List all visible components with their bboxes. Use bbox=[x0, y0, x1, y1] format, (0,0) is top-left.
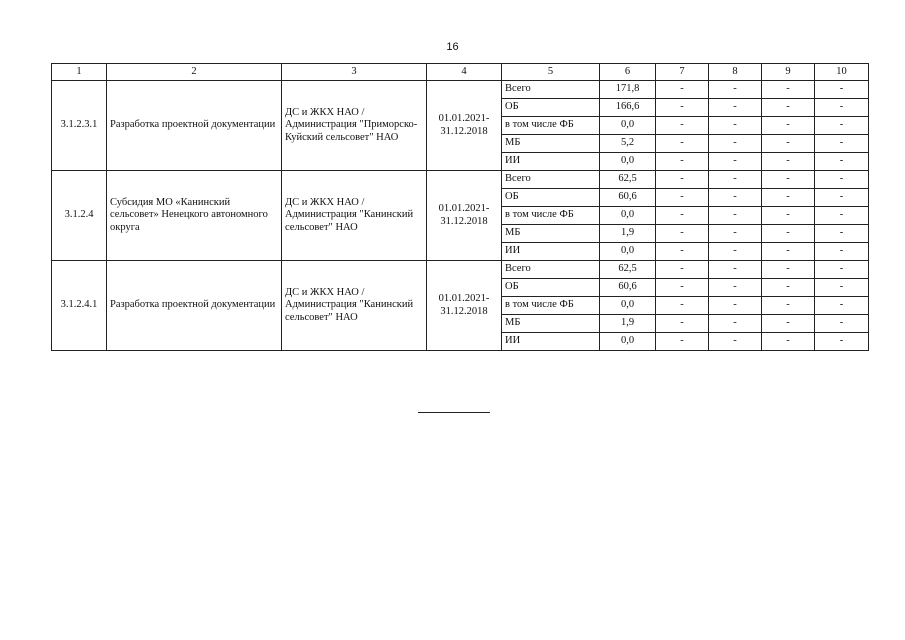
value-col-10: - bbox=[815, 297, 869, 315]
value-col-9: - bbox=[762, 171, 815, 189]
column-number: 10 bbox=[815, 64, 869, 81]
item-name: Разработка проектной документации bbox=[107, 261, 282, 351]
value-col-9: - bbox=[762, 243, 815, 261]
value-col-8: - bbox=[709, 297, 762, 315]
funding-source: ИИ bbox=[502, 333, 600, 351]
value-col-7: - bbox=[656, 333, 709, 351]
value-col-7: - bbox=[656, 189, 709, 207]
table-body bbox=[52, 64, 869, 351]
value-col-6: 62,5 bbox=[600, 171, 656, 189]
funding-source: Всего bbox=[502, 261, 600, 279]
value-col-10: - bbox=[815, 243, 869, 261]
table-row bbox=[52, 171, 869, 189]
value-col-8: - bbox=[709, 99, 762, 117]
value-col-9: - bbox=[762, 189, 815, 207]
value-col-7: - bbox=[656, 171, 709, 189]
value-col-7: - bbox=[656, 117, 709, 135]
column-number: 9 bbox=[762, 64, 815, 81]
value-col-8: - bbox=[709, 315, 762, 333]
column-number: 1 bbox=[52, 64, 107, 81]
funding-source: в том числе ФБ bbox=[502, 207, 600, 225]
funding-source: в том числе ФБ bbox=[502, 117, 600, 135]
item-executor: ДС и ЖКХ НАО / Администрация "Канинский сельсовет" НАО bbox=[282, 171, 427, 261]
value-col-6: 166,6 bbox=[600, 99, 656, 117]
value-col-10: - bbox=[815, 81, 869, 99]
value-col-6: 0,0 bbox=[600, 243, 656, 261]
value-col-8: - bbox=[709, 189, 762, 207]
value-col-7: - bbox=[656, 153, 709, 171]
table-row bbox=[52, 81, 869, 99]
value-col-6: 5,2 bbox=[600, 135, 656, 153]
value-col-7: - bbox=[656, 207, 709, 225]
budget-table bbox=[51, 63, 869, 351]
funding-source: ИИ bbox=[502, 153, 600, 171]
item-code: 3.1.2.4 bbox=[52, 171, 107, 261]
item-executor: ДС и ЖКХ НАО / Администрация "Приморско-Куйский сельсовет" НАО bbox=[282, 81, 427, 171]
item-period: 01.01.2021-31.12.2018 bbox=[427, 171, 502, 261]
value-col-6: 0,0 bbox=[600, 207, 656, 225]
value-col-7: - bbox=[656, 297, 709, 315]
value-col-6: 62,5 bbox=[600, 261, 656, 279]
value-col-10: - bbox=[815, 171, 869, 189]
item-period: 01.01.2021-31.12.2018 bbox=[427, 81, 502, 171]
value-col-7: - bbox=[656, 135, 709, 153]
value-col-9: - bbox=[762, 279, 815, 297]
column-number: 2 bbox=[107, 64, 282, 81]
value-col-6: 1,9 bbox=[600, 315, 656, 333]
column-number-row bbox=[52, 64, 869, 81]
value-col-8: - bbox=[709, 261, 762, 279]
value-col-10: - bbox=[815, 99, 869, 117]
funding-source: ОБ bbox=[502, 99, 600, 117]
value-col-9: - bbox=[762, 135, 815, 153]
column-number: 3 bbox=[282, 64, 427, 81]
item-name: Разработка проектной документации bbox=[107, 81, 282, 171]
value-col-9: - bbox=[762, 333, 815, 351]
value-col-6: 171,8 bbox=[600, 81, 656, 99]
value-col-9: - bbox=[762, 153, 815, 171]
value-col-7: - bbox=[656, 225, 709, 243]
value-col-10: - bbox=[815, 153, 869, 171]
value-col-6: 0,0 bbox=[600, 153, 656, 171]
column-number: 5 bbox=[502, 64, 600, 81]
value-col-6: 1,9 bbox=[600, 225, 656, 243]
item-period: 01.01.2021-31.12.2018 bbox=[427, 261, 502, 351]
value-col-8: - bbox=[709, 225, 762, 243]
funding-source: МБ bbox=[502, 225, 600, 243]
value-col-8: - bbox=[709, 153, 762, 171]
value-col-10: - bbox=[815, 279, 869, 297]
column-number: 8 bbox=[709, 64, 762, 81]
column-number: 6 bbox=[600, 64, 656, 81]
item-code: 3.1.2.4.1 bbox=[52, 261, 107, 351]
value-col-9: - bbox=[762, 225, 815, 243]
value-col-10: - bbox=[815, 225, 869, 243]
funding-source: ОБ bbox=[502, 189, 600, 207]
value-col-8: - bbox=[709, 135, 762, 153]
value-col-6: 0,0 bbox=[600, 297, 656, 315]
funding-source: Всего bbox=[502, 171, 600, 189]
column-number: 7 bbox=[656, 64, 709, 81]
value-col-9: - bbox=[762, 99, 815, 117]
value-col-8: - bbox=[709, 333, 762, 351]
funding-source: в том числе ФБ bbox=[502, 297, 600, 315]
column-number: 4 bbox=[427, 64, 502, 81]
value-col-9: - bbox=[762, 315, 815, 333]
value-col-8: - bbox=[709, 243, 762, 261]
value-col-8: - bbox=[709, 117, 762, 135]
value-col-10: - bbox=[815, 117, 869, 135]
page-number: 16 bbox=[446, 41, 459, 53]
value-col-8: - bbox=[709, 171, 762, 189]
value-col-6: 60,6 bbox=[600, 279, 656, 297]
end-divider-line bbox=[418, 412, 490, 413]
funding-source: ОБ bbox=[502, 279, 600, 297]
value-col-9: - bbox=[762, 207, 815, 225]
value-col-8: - bbox=[709, 81, 762, 99]
value-col-6: 0,0 bbox=[600, 333, 656, 351]
funding-source: МБ bbox=[502, 135, 600, 153]
value-col-9: - bbox=[762, 117, 815, 135]
value-col-9: - bbox=[762, 81, 815, 99]
value-col-8: - bbox=[709, 207, 762, 225]
value-col-7: - bbox=[656, 315, 709, 333]
funding-source: МБ bbox=[502, 315, 600, 333]
value-col-10: - bbox=[815, 135, 869, 153]
value-col-8: - bbox=[709, 279, 762, 297]
value-col-7: - bbox=[656, 279, 709, 297]
value-col-7: - bbox=[656, 81, 709, 99]
item-executor: ДС и ЖКХ НАО / Администрация "Канинский сельсовет" НАО bbox=[282, 261, 427, 351]
funding-source: ИИ bbox=[502, 243, 600, 261]
value-col-7: - bbox=[656, 261, 709, 279]
value-col-9: - bbox=[762, 297, 815, 315]
value-col-10: - bbox=[815, 189, 869, 207]
value-col-6: 60,6 bbox=[600, 189, 656, 207]
value-col-10: - bbox=[815, 315, 869, 333]
value-col-7: - bbox=[656, 99, 709, 117]
value-col-6: 0,0 bbox=[600, 117, 656, 135]
table-row bbox=[52, 261, 869, 279]
value-col-9: - bbox=[762, 261, 815, 279]
value-col-10: - bbox=[815, 333, 869, 351]
value-col-7: - bbox=[656, 243, 709, 261]
value-col-10: - bbox=[815, 207, 869, 225]
item-code: 3.1.2.3.1 bbox=[52, 81, 107, 171]
value-col-10: - bbox=[815, 261, 869, 279]
item-name: Субсидия МО «Канинский сельсовет» Ненецкого автономного округа bbox=[107, 171, 282, 261]
funding-source: Всего bbox=[502, 81, 600, 99]
